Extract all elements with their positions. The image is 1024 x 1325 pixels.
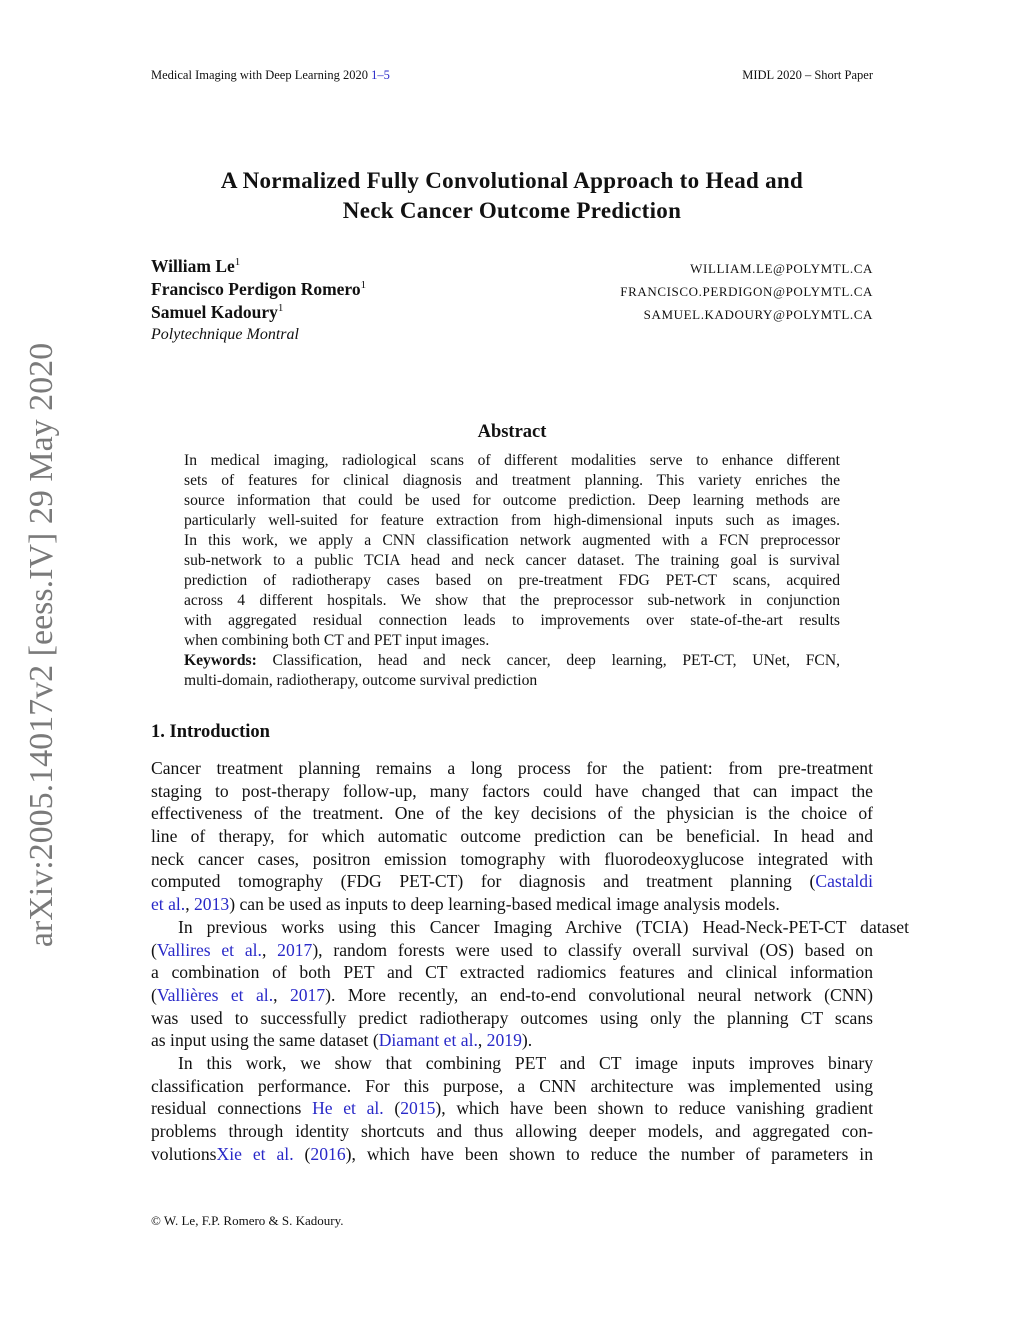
keywords-text: Classification, head and neck cancer, deep learning, PET-CT, UNet, FCN, bbox=[256, 652, 840, 669]
citation-link[interactable]: Castaldi bbox=[815, 871, 873, 892]
running-header-left bbox=[151, 68, 390, 83]
abstract-line: source information that could be used for outcome prediction. Deep learning methods are bbox=[184, 492, 840, 509]
abstract-line: In medical imaging, radiological scans of different modalities serve to enhance different bbox=[184, 452, 840, 469]
paragraph-line bbox=[151, 984, 873, 1007]
text-segment: ( bbox=[151, 984, 157, 1005]
paragraph-line bbox=[151, 916, 909, 939]
text-segment: line of therapy, for which automatic outcome prediction can be beneficial. In head and bbox=[151, 826, 873, 847]
author-email: FRANCISCO.PERDIGON@POLYMTL.CA bbox=[620, 284, 873, 299]
paragraph-line bbox=[151, 1029, 873, 1052]
author-label: William Le bbox=[151, 256, 235, 276]
abstract-body bbox=[184, 451, 840, 691]
paragraph-line bbox=[151, 848, 873, 871]
text-segment: , bbox=[185, 894, 194, 915]
running-header-right: MIDL 2020 – Short Paper bbox=[742, 68, 873, 82]
abstract-line: particularly well-suited for feature extraction from high-dimensional inputs such as images. bbox=[184, 512, 840, 529]
text-segment: residual connections bbox=[151, 1098, 313, 1119]
text-segment: was used to successfully predict radiotherapy outcomes using only the planning CT scans bbox=[151, 1007, 873, 1028]
text-segment: ( bbox=[383, 1098, 401, 1119]
keywords-label: Keywords: bbox=[184, 652, 257, 669]
text-segment: ). More recently, an end-to-end convolutional neural network (CNN) bbox=[325, 984, 873, 1005]
title-line: A Normalized Fully Convolutional Approach to Head and bbox=[220, 168, 804, 193]
citation-link[interactable]: 2013 bbox=[194, 894, 230, 915]
paragraph-line bbox=[151, 939, 873, 962]
affiliation: Polytechnique Montral bbox=[151, 326, 299, 343]
text-segment: ), which have been shown to reduce vanishing gradient bbox=[435, 1098, 873, 1119]
paragraph-line bbox=[151, 1052, 873, 1075]
text-segment: ( bbox=[151, 939, 157, 960]
text-segment: ), random forests were used to classify overall survival (OS) based on bbox=[312, 939, 874, 960]
author-email: WILLIAM.LE@POLYMTL.CA bbox=[690, 261, 873, 276]
title-line: Neck Cancer Outcome Prediction bbox=[342, 198, 682, 223]
text-segment: , bbox=[477, 1030, 487, 1051]
affiliation-mark: 1 bbox=[234, 256, 241, 269]
affiliation-mark: 1 bbox=[360, 279, 367, 292]
introduction-body bbox=[151, 757, 909, 1165]
citation-link[interactable]: et al. bbox=[151, 894, 186, 915]
venue-text: Medical Imaging with Deep Learning 2020 bbox=[151, 68, 372, 82]
text-segment: Cancer treatment planning remains a long process for the patient: from pre-treatment bbox=[151, 758, 873, 778]
text-segment: ). bbox=[521, 1030, 533, 1051]
paragraph-line bbox=[151, 1097, 873, 1120]
text-segment: staging to post-therapy follow-up, many factors could have changed that can impact the bbox=[151, 780, 873, 801]
paragraph-line bbox=[151, 961, 873, 984]
abstract-line: In this work, we apply a CNN classification network augmented with a FCN preprocessor bbox=[184, 532, 840, 549]
text-segment: classification performance. For this purpose, a CNN architecture was implemented using bbox=[151, 1075, 873, 1096]
citation-link[interactable]: 2016 bbox=[310, 1143, 346, 1164]
arxiv-identifier: arXiv:2005.14017v2 [eess.IV] 29 May 2020 bbox=[23, 342, 60, 948]
text-segment: effectiveness of the treatment. One of the key decisions of the physician is the choice of bbox=[151, 803, 873, 824]
text-segment: computed tomography (FDG PET-CT) for diagnosis and treatment planning ( bbox=[151, 871, 816, 892]
text-segment: ), which have been shown to reduce the number of parameters in bbox=[345, 1143, 873, 1164]
author-label: Samuel Kadoury bbox=[151, 302, 278, 322]
author-name bbox=[151, 302, 283, 323]
text-segment: as input using the same dataset ( bbox=[151, 1030, 379, 1051]
paragraph-line bbox=[151, 1007, 873, 1030]
citation-link[interactable]: 2019 bbox=[486, 1030, 522, 1051]
copyright-footer bbox=[151, 1213, 344, 1229]
citation-link[interactable]: 2017 bbox=[277, 939, 313, 960]
author-name bbox=[151, 279, 366, 300]
paragraph-line bbox=[151, 1143, 873, 1166]
copyright-text: W. Le, F.P. Romero & S. Kadoury. bbox=[160, 1213, 344, 1228]
citation-link[interactable]: Vallires et al. bbox=[156, 939, 262, 960]
citation-link[interactable]: Diamant et al. bbox=[378, 1030, 478, 1051]
text-segment: a combination of both PET and CT extracted radiomics features and clinical information bbox=[151, 962, 873, 983]
text-segment: problems through identity shortcuts and thus allowing deeper models, and aggregated con- bbox=[151, 1121, 873, 1141]
abstract-line: when combining both CT and PET input images. bbox=[184, 632, 490, 649]
citation-link[interactable]: 2017 bbox=[289, 984, 326, 1005]
author-email: SAMUEL.KADOURY@POLYMTL.CA bbox=[643, 307, 873, 322]
keywords-line bbox=[184, 651, 840, 671]
citation-link[interactable]: Xie et al. bbox=[216, 1143, 294, 1164]
keywords-line: multi-domain, radiotherapy, outcome survival prediction bbox=[184, 672, 538, 689]
paragraph-line bbox=[151, 757, 873, 780]
section-heading: 1. Introduction bbox=[151, 722, 270, 742]
abstract-line: sets of features for clinical diagnosis and treatment planning. This variety enriches the bbox=[184, 472, 840, 489]
text-segment: , bbox=[273, 984, 290, 1005]
abstract-heading: Abstract bbox=[477, 422, 547, 442]
paragraph-line bbox=[151, 780, 873, 803]
text-segment: ) can be used as inputs to deep learning-based medical image analysis models. bbox=[229, 894, 780, 915]
paragraph-line bbox=[151, 1075, 873, 1098]
copyright-icon: © bbox=[151, 1213, 161, 1228]
author-label: Francisco Perdigon Romero bbox=[151, 279, 361, 299]
abstract-line: prediction of radiotherapy cases based on pre-treatment FDG PET-CT scans, acquired bbox=[184, 572, 840, 589]
text-segment: In previous works using this Cancer Imaging Archive (TCIA) Head-Neck-PET-CT dataset bbox=[178, 916, 909, 937]
paragraph-line bbox=[151, 825, 873, 848]
page-range-link[interactable]: 1–5 bbox=[371, 68, 390, 82]
abstract-line: across 4 different hospitals. We show that the preprocessor sub-network in conjunction bbox=[184, 592, 840, 609]
citation-link[interactable]: Vallières et al. bbox=[156, 984, 274, 1005]
text-segment: In this work, we show that combining PET and CT image inputs improves binary bbox=[178, 1052, 873, 1073]
text-segment: neck cancer cases, positron emission tomography with fluorodeoxyglucose integrated with bbox=[151, 848, 873, 869]
paragraph-line bbox=[151, 802, 873, 825]
paragraph-line bbox=[151, 1120, 873, 1143]
citation-link[interactable]: He et al. bbox=[312, 1098, 384, 1119]
affiliation-mark: 1 bbox=[277, 302, 284, 315]
citation-link[interactable]: 2015 bbox=[400, 1098, 436, 1119]
author-name bbox=[151, 256, 240, 277]
paragraph-line bbox=[151, 870, 873, 893]
paper-title bbox=[0, 166, 1024, 226]
abstract-line: sub-network to a public TCIA head and neck cancer dataset. The training goal is survival bbox=[184, 552, 840, 569]
text-segment: , bbox=[261, 939, 278, 960]
text-segment: volutions bbox=[151, 1143, 217, 1164]
text-segment: ( bbox=[293, 1143, 311, 1164]
abstract-line: with aggregated residual connection leads to improvements over state-of-the-art results bbox=[184, 612, 840, 629]
paragraph-line bbox=[151, 893, 873, 916]
